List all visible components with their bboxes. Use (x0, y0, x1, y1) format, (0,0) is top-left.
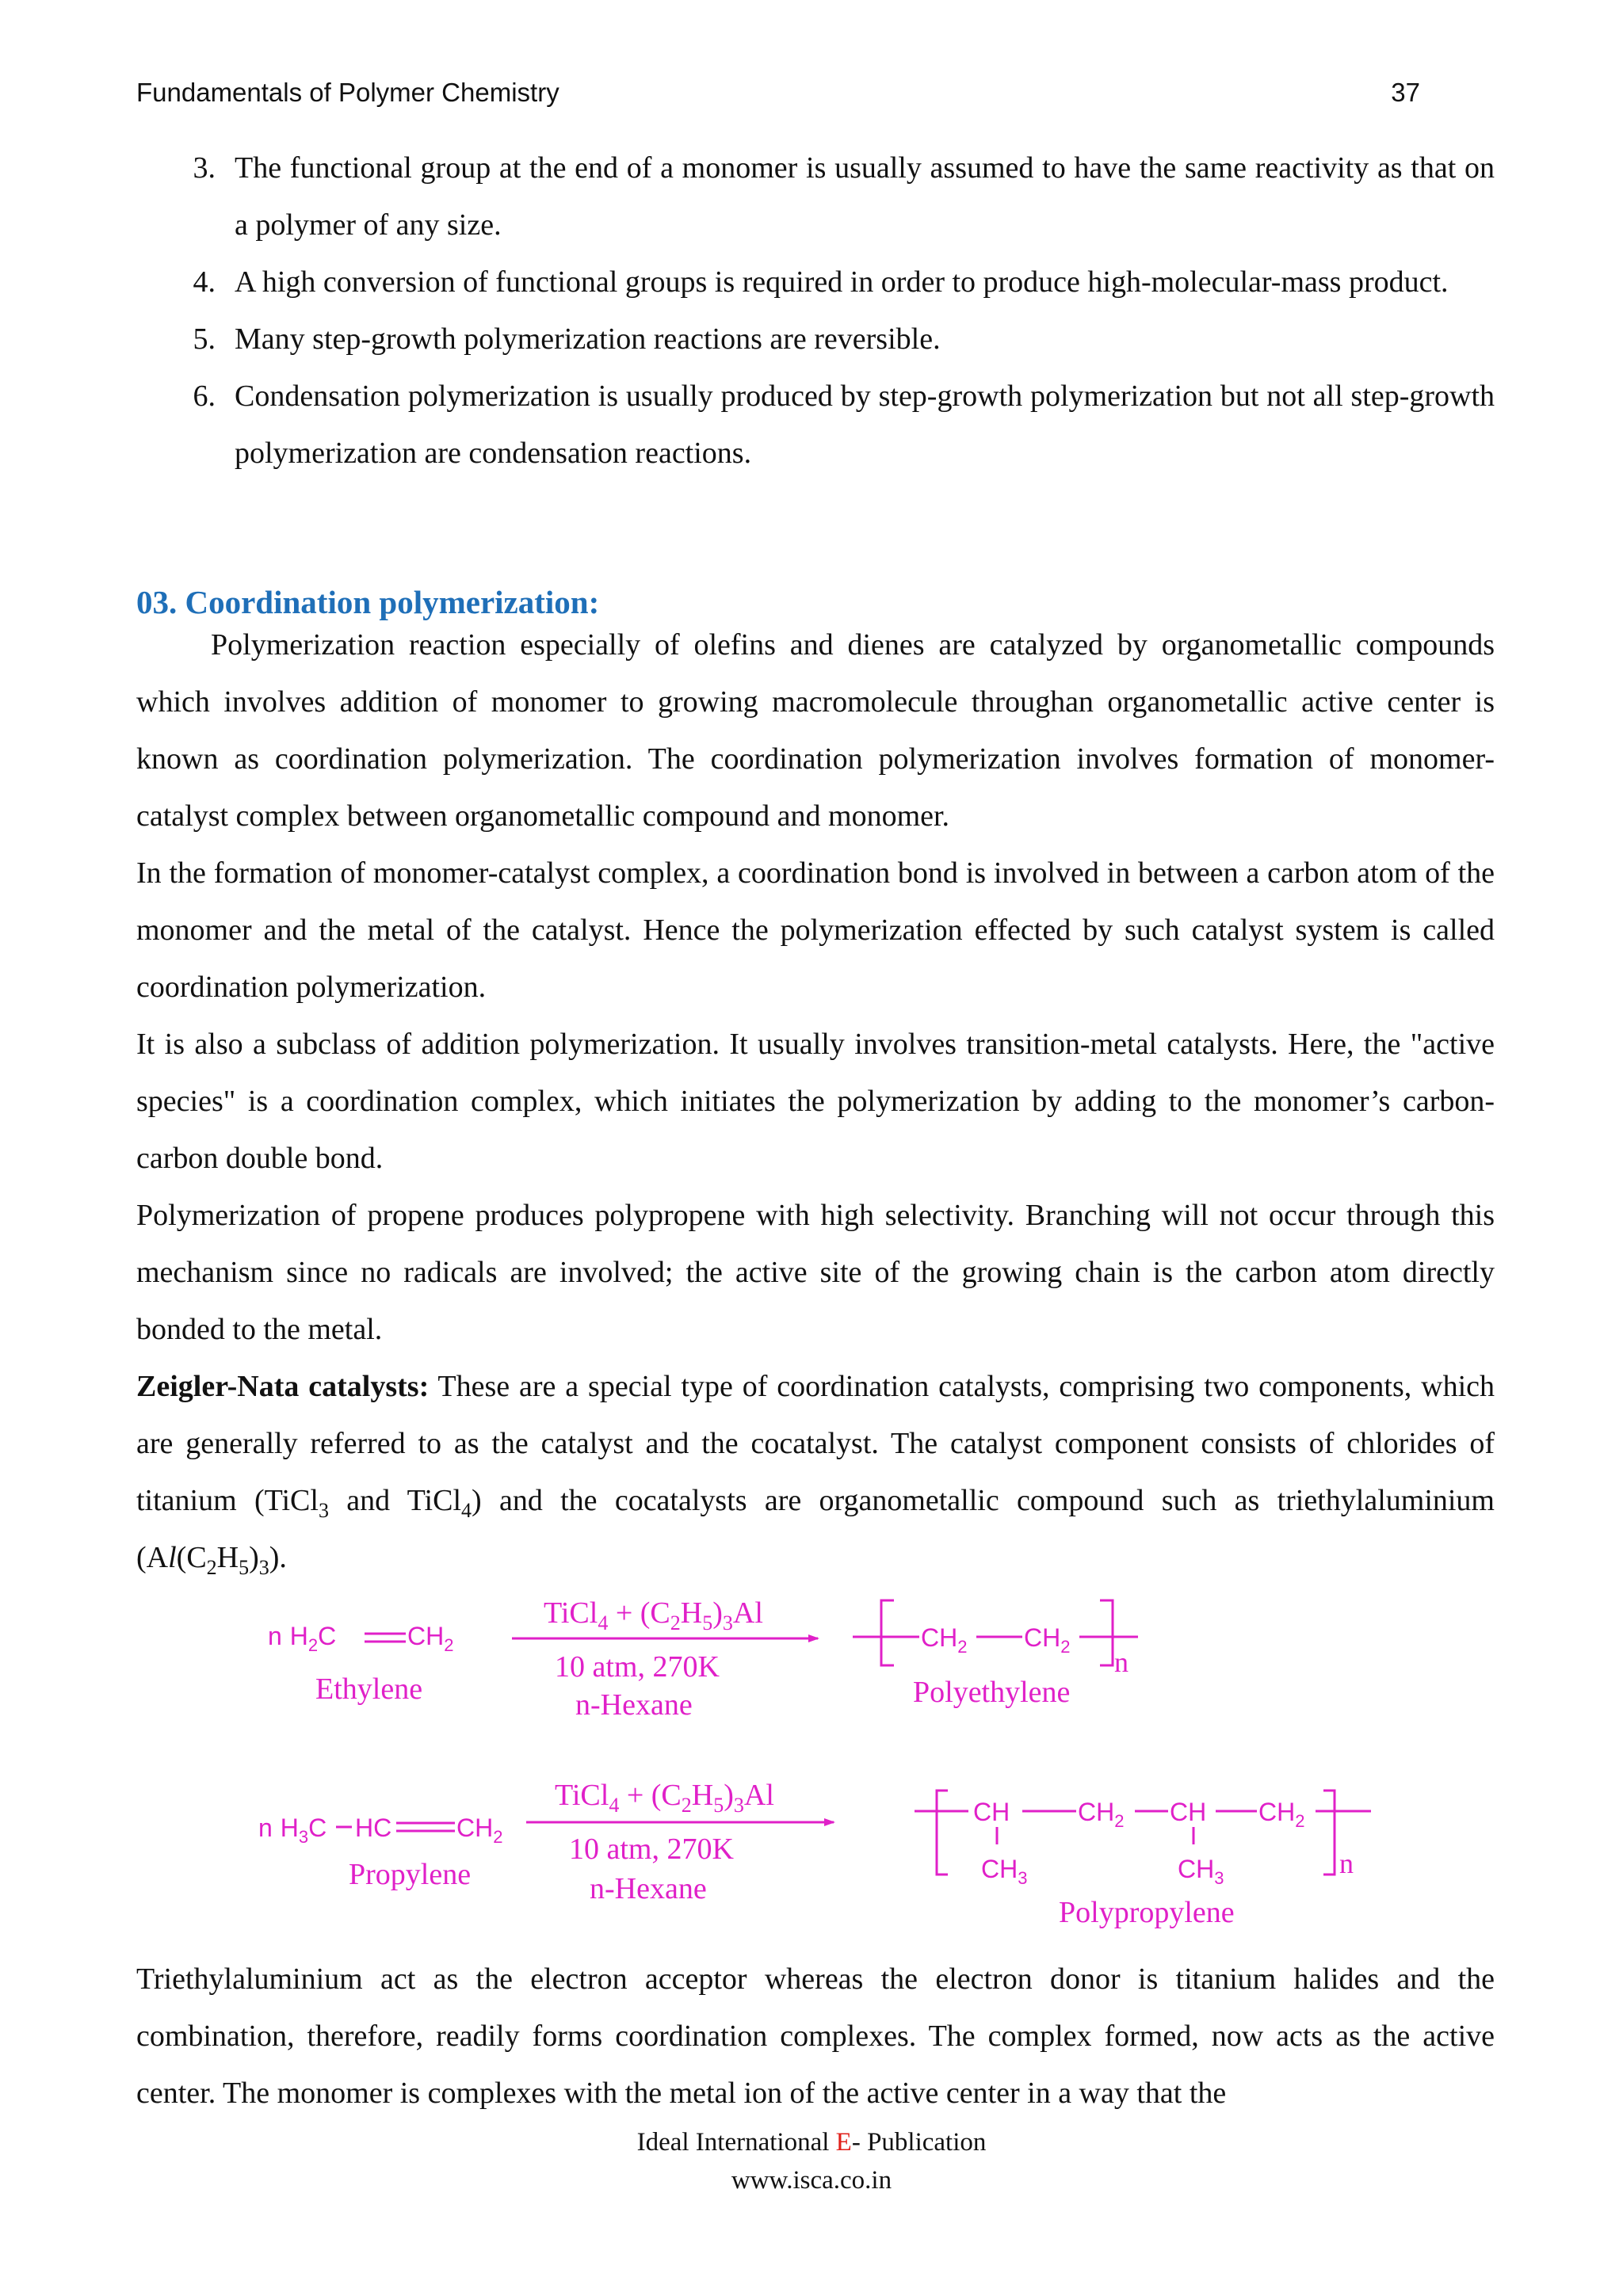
paragraph: It is also a subclass of addition polymerization. It usually involves transition-metal catalysts. Here, the "active species" is a coordination complex, which initiates the polymerization by adding to the monomer’s carbon-carbon double bond. (136, 1028, 1495, 1175)
condition-1a: 10 atm, 270K (555, 1650, 720, 1684)
paragraph: Polymerization of propene produces polypropene with high selectivity. Branching will not occur through this mechanism since no radicals are involved; the active site of the growing chain is the carbon atom directly bonded to the metal. (136, 1199, 1495, 1346)
paragraph-ziegler-natta: Zeigler-Nata catalysts: These are a special type of coordination catalysts, comprising two components, which are generally referred to as the catalyst and the cocatalyst. The catalyst component consists of chlorides of titanium (TiCl$_3$ and TiCl$_4$) and the cocatalysts are organometallic compound such as triethylaluminium $(Al(C_2H_5)_3)$. (136, 1370, 1495, 1579)
list-number: 4. (193, 265, 216, 299)
condition-1b: n-Hexane (575, 1688, 693, 1722)
bottom-section (136, 1951, 1495, 2122)
term-ziegler-natta: Zeigler-Nata catalysts: (136, 1370, 430, 1403)
page-number: 37 (1391, 78, 1420, 107)
propylene-formula-right: $CH_2$ (456, 1814, 503, 1847)
polyethylene-n: n (1114, 1646, 1128, 1678)
polypropylene-ch-1: CH (973, 1798, 1010, 1826)
polyethylene-label: Polyethylene (913, 1676, 1071, 1709)
list-text: A high conversion of functional groups is required in order to produce high-molecular-mass product. (235, 265, 1449, 299)
header-title: Fundamentals of Polymer Chemistry (136, 78, 559, 107)
ethylene-formula: n $H_2C$ (268, 1622, 337, 1655)
condition-2b: n-Hexane (590, 1872, 707, 1905)
polypropylene-label: Polypropylene (1059, 1896, 1235, 1929)
propylene-label: Propylene (349, 1858, 472, 1891)
polypropylene-ch3-2: $CH_3$ (1178, 1855, 1224, 1888)
list-text: Many step-growth polymerization reactions are reversible. (235, 322, 941, 356)
catalyst-label-2: TiCl$_4$ + $(C_2H_5)_3Al$ (555, 1779, 774, 1817)
list-number: 3. (193, 151, 216, 185)
polypropylene-ch2-1: $CH_2$ (1078, 1798, 1125, 1831)
list-number: 6. (193, 379, 216, 413)
propylene-formula: n $H_3C$ (258, 1814, 327, 1847)
polypropylene-ch3-1: $CH_3$ (981, 1855, 1028, 1888)
list-number: 5. (193, 322, 216, 356)
reaction-ethylene (268, 1596, 1138, 1722)
ethylene-label: Ethylene (315, 1672, 423, 1706)
paragraph: Polymerization reaction especially of olefins and dienes are catalyzed by organometallic compounds which involves addition of monomer to growing macromolecule throughan organometallic active center is known as coordination polymerization. The coordination polymerization involves formation of monomer-catalyst complex between organometallic compound and monomer. (136, 628, 1495, 833)
reaction-propylene (258, 1779, 1371, 1929)
list-text: Condensation polymerization is usually produced by step-growth polymerization but not all step-growth polymerization are condensation reactions. (235, 379, 1495, 470)
polypropylene-ch2-2: $CH_2$ (1258, 1798, 1305, 1831)
polyethylene-unit-2: $CH_2$ (1024, 1623, 1071, 1657)
polypropylene-ch-2: CH (1170, 1798, 1207, 1826)
footer-website: www.isca.co.in (731, 2166, 892, 2195)
list-text: The functional group at the end of a monomer is usually assumed to have the same reactivity as that on a polymer of any size. (235, 151, 1495, 242)
polyethylene-unit-1: $CH_2$ (921, 1623, 968, 1657)
paragraph: Triethylaluminium act as the electron acceptor whereas the electron donor is titanium halides and the combination, therefore, readily forms coordination complexes. The complex formed, now acts as the active center. The monomer is complexes with the metal ion of the active center in a way that the (136, 1962, 1495, 2110)
paragraph: In the formation of monomer-catalyst complex, a coordination bond is involved in between a carbon atom of the monomer and the metal of the catalyst. Hence the polymerization effected by such catalyst system is called coordination polymerization. (136, 856, 1495, 1004)
footer-publisher: Ideal International E- Publication (636, 2128, 987, 2157)
propylene-formula-mid: HC (355, 1814, 392, 1842)
catalyst-label-1: TiCl$_4$ + $(C_2H_5)_3Al$ (544, 1596, 763, 1634)
section-heading: 03. Coordination polymerization: (136, 584, 600, 620)
ethylene-formula-right: $CH_2$ (407, 1622, 454, 1655)
polypropylene-n: n (1339, 1848, 1354, 1879)
condition-2a: 10 atm, 270K (569, 1833, 734, 1866)
